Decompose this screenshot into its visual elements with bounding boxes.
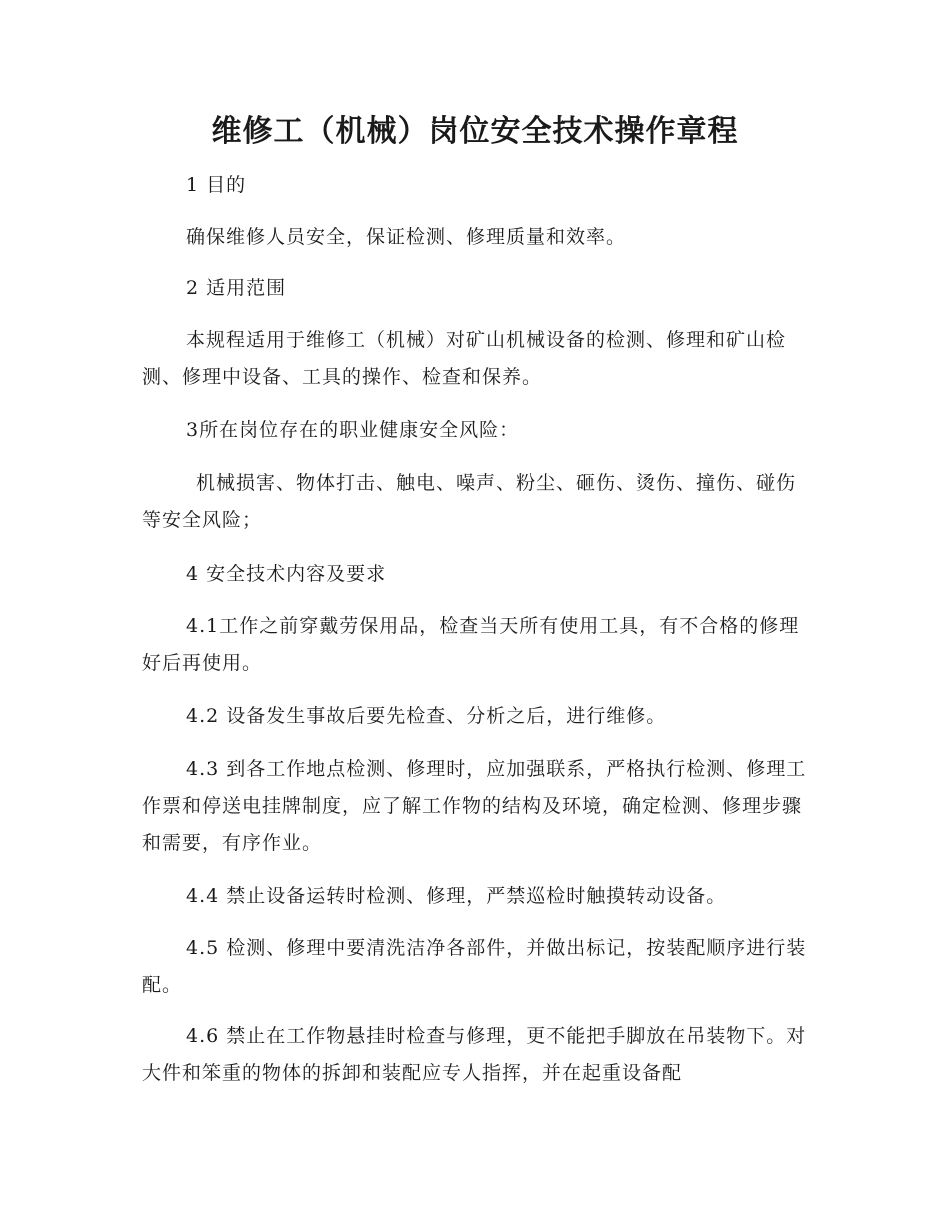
paragraph-4-3: 4.3 到各工作地点检测、修理时，应加强联系，严格执行检测、修理工作票和停送电挂牌制度，应了解工作物的结构及环境，确定检测、修理步骤和需要，有序作业。 (142, 758, 807, 854)
paragraph-4-2: 4.2 设备发生事故后要先检查、分析之后，进行维修。 (186, 705, 667, 727)
section-heading-requirements: 4 安全技术内容及要求 (186, 563, 387, 585)
section-heading-risks: 3所在岗位存在的职业健康安全风险： (186, 419, 520, 441)
paragraph-purpose: 确保维修人员安全，保证检测、修理质量和效率。 (186, 226, 627, 248)
paragraph-4-4: 4.4 禁止设备运转时检测、修理，严禁巡检时触摸转动设备。 (186, 885, 727, 907)
paragraph-risks: 机械损害、物体打击、触电、噪声、粉尘、砸伤、烫伤、撞伤、碰伤等安全风险； (142, 472, 797, 531)
section-heading-scope: 2 适用范围 (186, 277, 287, 299)
paragraph-4-1: 4.1工作之前穿戴劳保用品，检查当天所有使用工具，有不合格的修理好后再使用。 (142, 615, 800, 674)
paragraph-4-5: 4.5 检测、修理中要清洗洁净各部件，并做出标记，按装配顺序进行装配。 (142, 937, 807, 996)
paragraph-scope: 本规程适用于维修工（机械）对矿山机械设备的检测、修理和矿山检测、修理中设备、工具的操作、检查和保养。 (142, 329, 787, 388)
paragraph-4-6: 4.6 禁止在工作物悬挂时检查与修理，更不能把手脚放在吊装物下。对大件和笨重的物体的拆卸和装配应专人指挥，并在起重设备配 (142, 1025, 807, 1084)
section-heading-purpose: 1 目的 (186, 174, 247, 196)
document-title: 维修工（机械）岗位安全技术操作章程 (211, 114, 739, 149)
